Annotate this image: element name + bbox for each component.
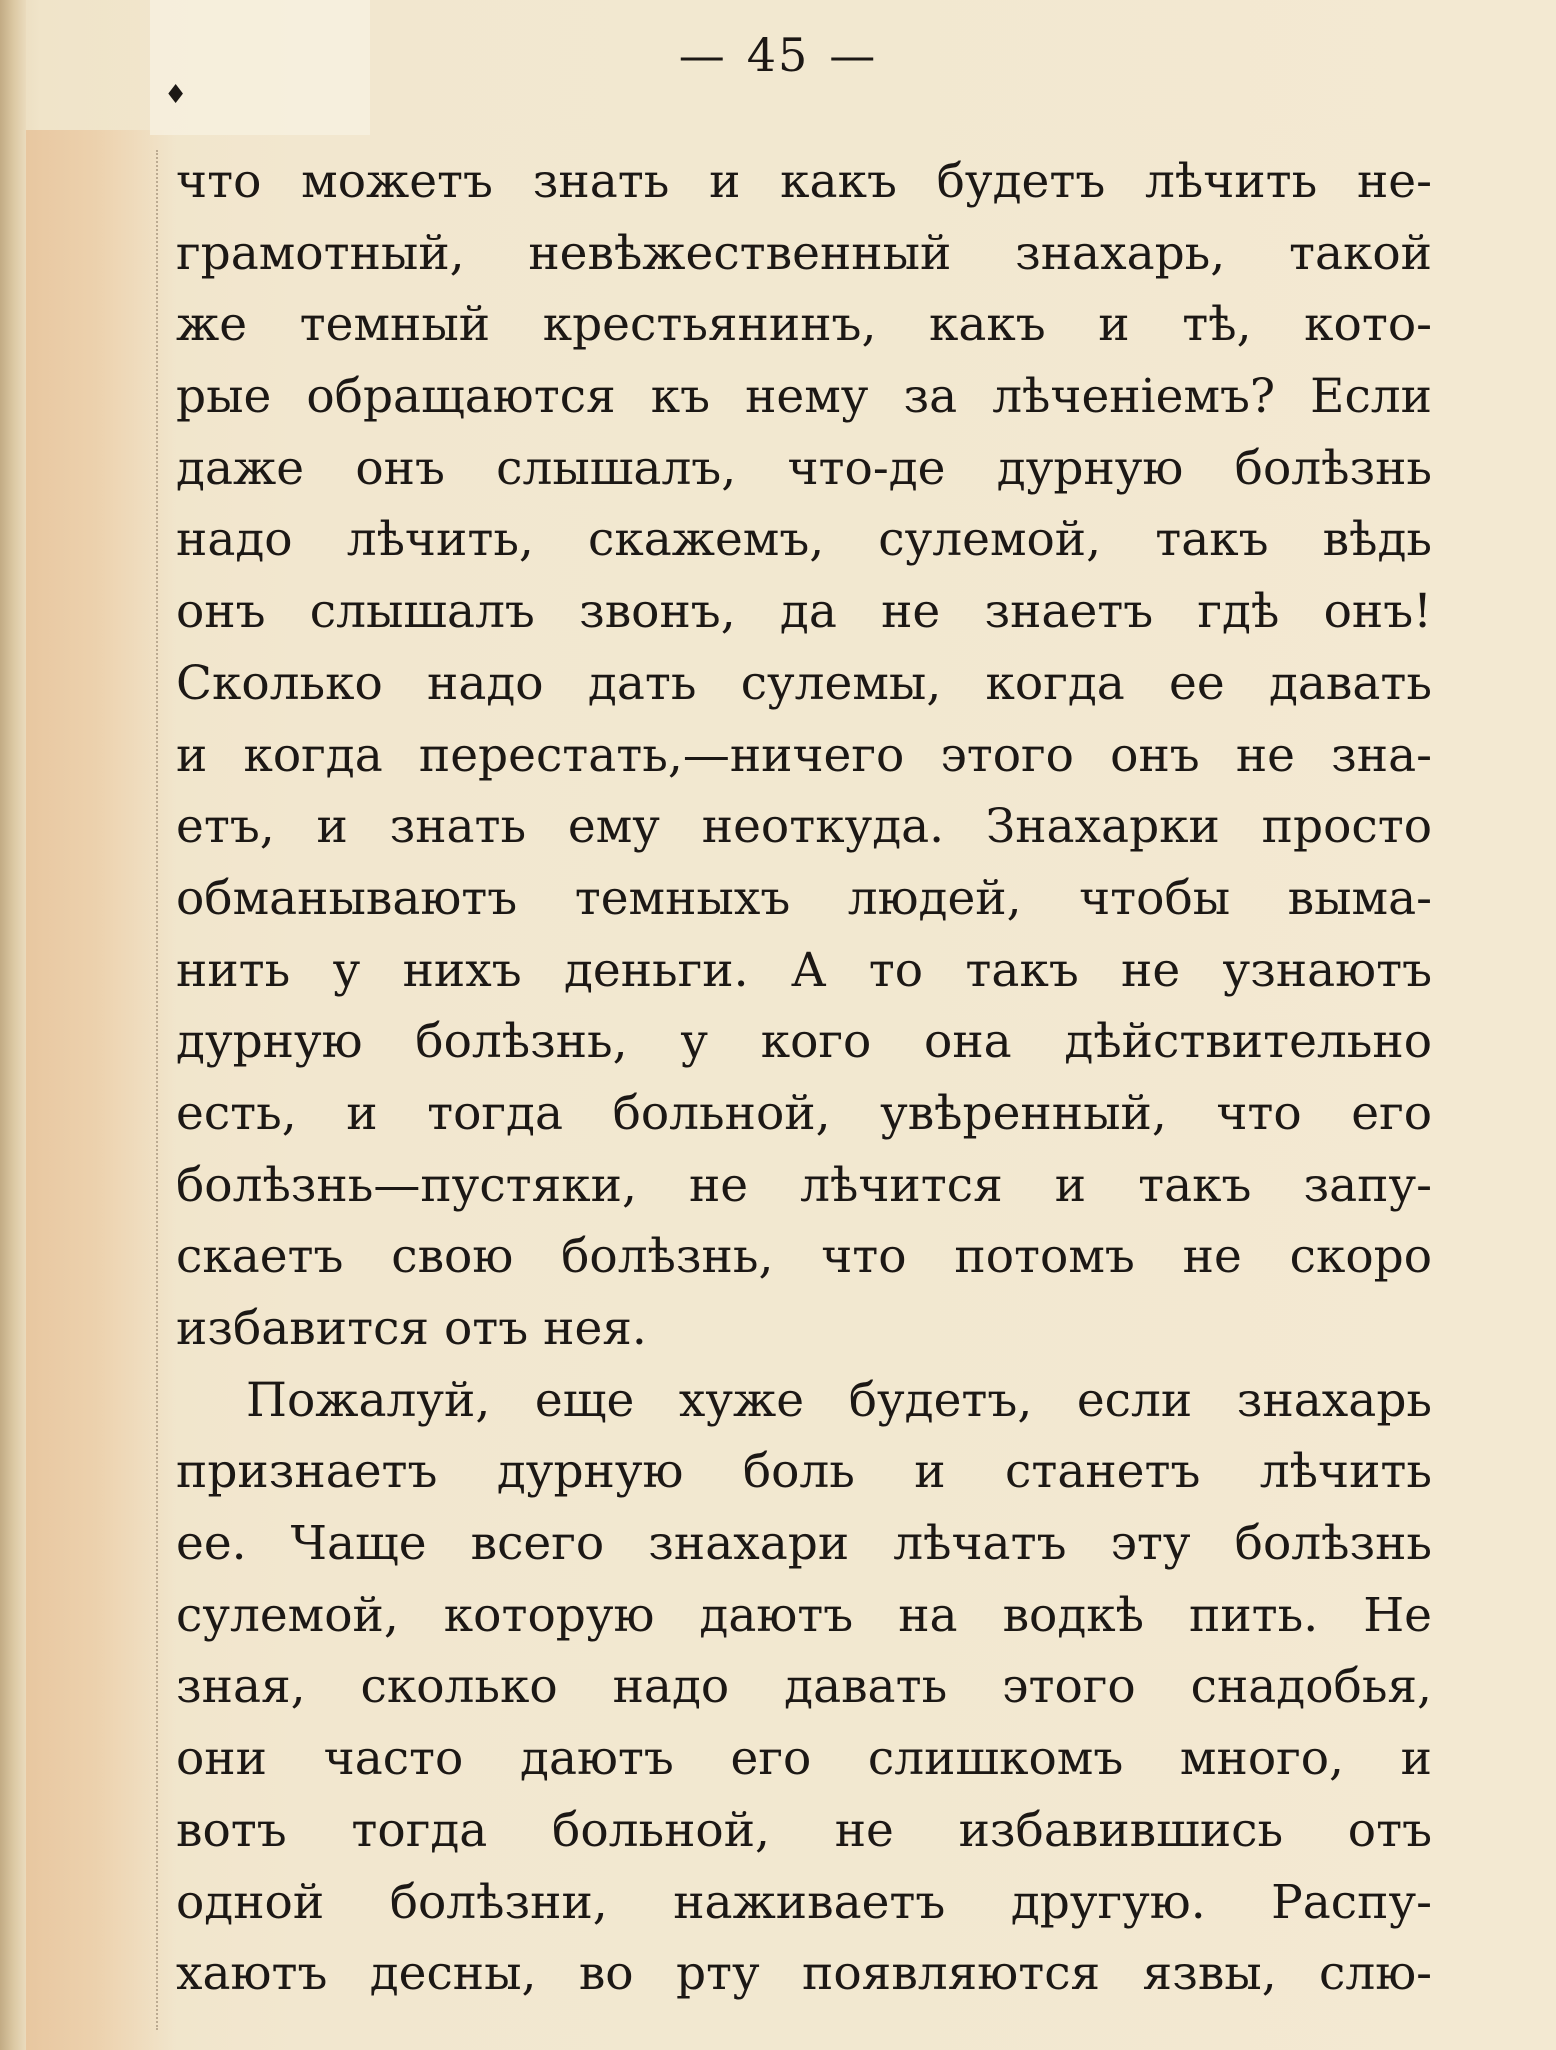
text-line: сулемой, которую даютъ на водкѣ пить. Не xyxy=(176,1587,1432,1643)
text-line: они часто даютъ его слишкомъ много, и xyxy=(176,1731,1432,1787)
dash-right: — xyxy=(829,28,878,82)
text-line: етъ, и знать ему неоткуда. Знахарки просто xyxy=(176,799,1432,855)
dash-left: — xyxy=(678,28,727,82)
text-line: ее. Чаще всего знахари лѣчатъ эту болѣзнь xyxy=(176,1516,1432,1572)
text-line: зная, сколько надо давать этого снадобья, xyxy=(176,1659,1432,1715)
text-line: одной болѣзни, наживаетъ другую. Распу- xyxy=(176,1874,1432,1930)
text-line: нить у нихъ деньги. А то такъ не узнаютъ xyxy=(176,942,1432,998)
paragraph-1 xyxy=(176,146,1432,1365)
paragraph-2 xyxy=(176,1365,1432,2010)
text-line: хаютъ десны, во рту появляются язвы, слю- xyxy=(176,1946,1432,2002)
text-line: избавится отъ нея. xyxy=(176,1301,647,1356)
corner-mark-icon: ♦ xyxy=(164,80,188,110)
body-text xyxy=(176,146,1432,2010)
page-number-header xyxy=(0,28,1556,82)
text-line: надо лѣчить, скажемъ, сулемой, такъ вѣдь xyxy=(176,512,1432,568)
page-left-edge xyxy=(0,0,26,2050)
margin-rule xyxy=(156,150,158,2030)
text-line: что можетъ знать и какъ будетъ лѣчить не- xyxy=(176,154,1432,209)
text-line: Сколько надо дать сулемы, когда ее давать xyxy=(176,655,1432,711)
text-line: обманываютъ темныхъ людей, чтобы выма- xyxy=(176,870,1432,926)
text-line: дурную болѣзнь, у кого она дѣйствительно xyxy=(176,1014,1432,1070)
text-line: скаетъ свою болѣзнь, что потомъ не скоро xyxy=(176,1229,1432,1285)
text-line: есть, и тогда больной, увѣренный, что его xyxy=(176,1085,1432,1141)
text-line: даже онъ слышалъ, что-де дурную болѣзнь xyxy=(176,440,1432,496)
text-line: же темный крестьянинъ, какъ и тѣ, кото- xyxy=(176,297,1432,353)
text-line: онъ слышалъ звонъ, да не знаетъ гдѣ онъ! xyxy=(176,584,1432,640)
text-line: и когда перестать,—ничего этого онъ не зна- xyxy=(176,727,1432,783)
paper-stain xyxy=(26,130,176,2050)
text-line: Пожалуй, еще хуже будетъ, если знахарь xyxy=(246,1372,1432,1428)
text-line: грамотный, невѣжественный знахарь, такой xyxy=(176,225,1432,281)
text-line: рые обращаются къ нему за лѣченіемъ? Если xyxy=(176,369,1432,425)
page-number: 45 xyxy=(746,28,810,82)
text-line: признаетъ дурную боль и станетъ лѣчить xyxy=(176,1444,1432,1500)
text-line: вотъ тогда больной, не избавившись отъ xyxy=(176,1802,1432,1858)
text-line: болѣзнь—пустяки, не лѣчится и такъ запу- xyxy=(176,1157,1432,1213)
